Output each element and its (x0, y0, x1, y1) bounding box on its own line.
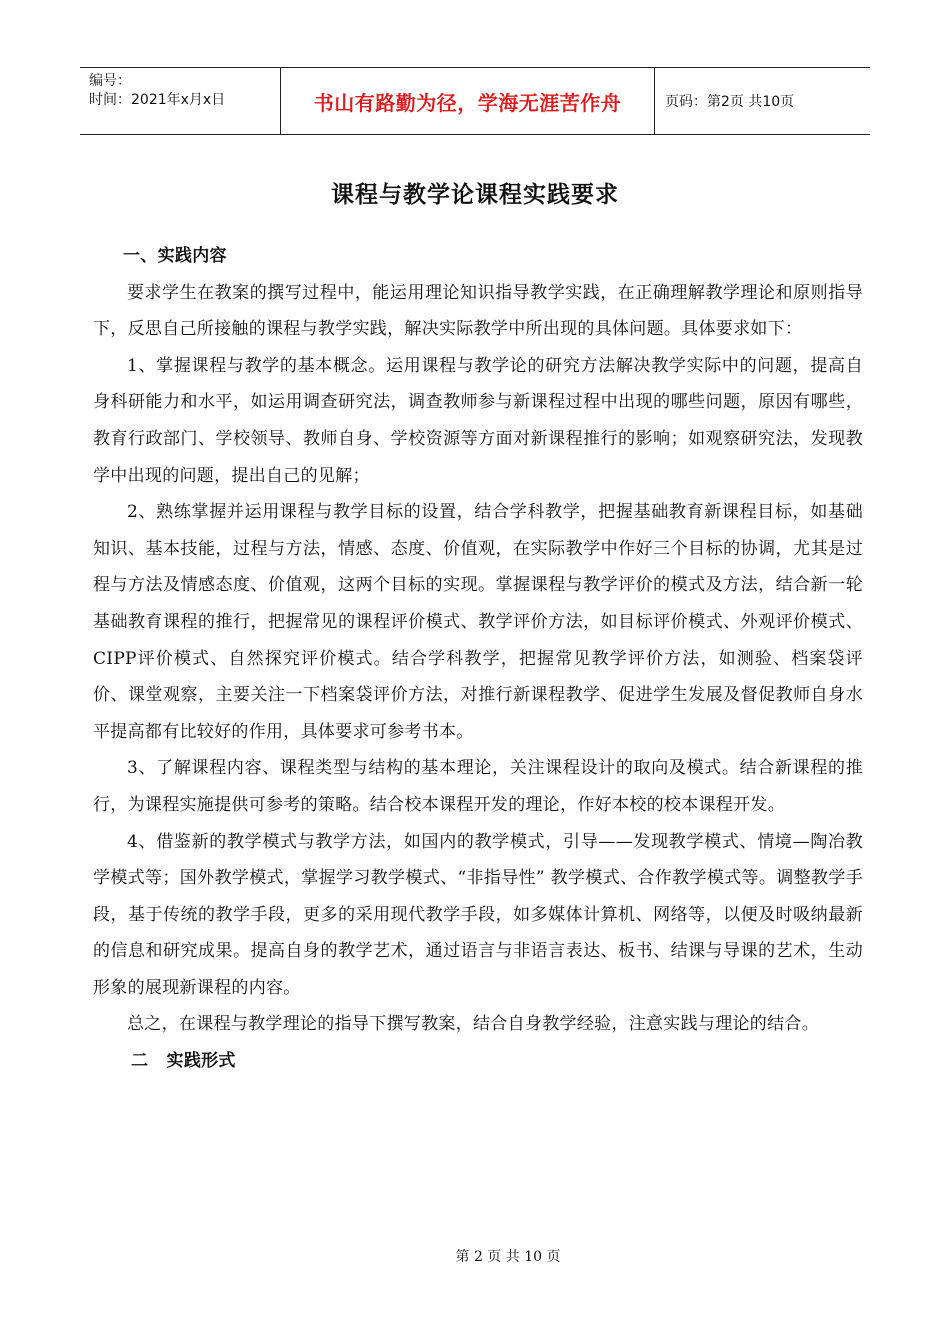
section-heading-practice-content: 一、实践内容 (123, 246, 227, 266)
number-label: 编号： (89, 73, 131, 89)
page-footer: 第 2 页 共 10 页 (455, 1249, 561, 1265)
motto-text: 书山有路勤为径，学海无涯苦作舟 (313, 90, 622, 115)
paragraph-item-1: 1、掌握课程与教学的基本概念。运用课程与教学论的研究方法解决教学实际中的问题，提高自身科研能力和水平，如运用调查研究法，调查教师参与新课程过程中出现的哪些问题，原因有哪些，教育行政部门、学校领导、教师自身、学校资源等方面对新课程推行的影响；如观察研究法，发现教学中出现的问题，提出自己的见解； (93, 355, 863, 486)
page-label: 页码：第2页 共10页 (665, 94, 795, 110)
header-table (80, 67, 870, 135)
document-title: 课程与教学论课程实践要求 (331, 182, 619, 208)
paragraph-item-2: 2、熟练掌握并运用课程与教学目标的设置，结合学科教学，把握基础教育新课程目标，如基础知识、基本技能，过程与方法，情感、态度、价值观，在实际教学中作好三个目标的协调，尤其是过程与方法及情感态度、价值观，这两个目标的实现。掌握课程与教学评价的模式及方法，结合新一轮基础教育课程的推行，把握常见的课程评价模式、教学评价方法，如目标评价模式、外观评价模式、CIPP评价模式、自然探究评价模式。结合学科教学，把握常见教学评价方法，如测验、档案袋评价、课堂观察，主要关注一下档案袋评价方法，对推行新课程教学、促进学生发展及督促教师自身水平提高都有比较好的作用，具体要求可参考书本。 (93, 502, 863, 742)
header-meta-cell (80, 68, 281, 134)
section-heading-practice-form: 二 实践形式 (131, 1051, 236, 1072)
paragraph-item-3: 3、了解课程内容、课程类型与结构的基本理论，关注课程设计的取向及模式。结合新课程的推行，为课程实施提供可参考的策略。结合校本课程开发的理论，作好本校的校本课程开发。 (93, 758, 863, 815)
header-page-cell (655, 68, 870, 134)
header-motto-cell (281, 68, 655, 134)
document-body (93, 238, 863, 1080)
paragraph-item-4: 4、借鉴新的教学模式与教学方法，如国内的教学模式，引导——发现教学模式、情境—陶冶教学模式等；国外教学模式，掌握学习教学模式、“非指导性” 教学模式、合作教学模式等。调整教学手段，基于传统的教学手段，更多的采用现代教学手段，如多媒体计算机、网络等，以便及时吸纳最新的信息和研究成果。提高自身的教学艺术，通过语言与非语言表达、板书、结课与导课的艺术，生动形象的展现新课程的内容。 (93, 831, 863, 998)
time-label: 时间：2021年x月x日 (89, 92, 226, 108)
paragraph-summary: 总之，在课程与教学理论的指导下撰写教案，结合自身教学经验，注意实践与理论的结合。 (127, 1014, 819, 1035)
paragraph-intro: 要求学生在教案的撰写过程中，能运用理论知识指导教学实践，在正确理解教学理论和原则指导下，反思自己所接触的课程与教学实践，解决实际教学中所出现的具体问题。具体要求如下： (93, 282, 863, 340)
